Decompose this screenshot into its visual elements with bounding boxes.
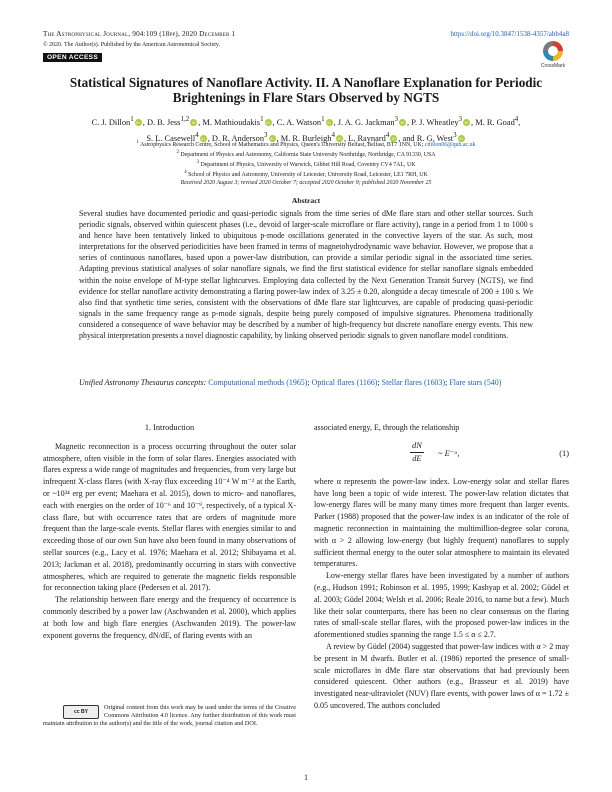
doi-link[interactable]: https://doi.org/10.3847/1538-4357/abb4a8 [450,30,569,38]
paragraph: The relationship between flare energy and the frequency of occurrence is commonly described by a power law (Aschwanden et al. 2000), which applies at both low and high flare energies (Aschwanden 2019). The power-law exponent governs the frequency, dN/dE, of flaring events with an [43,595,296,640]
section-heading: 1. Introduction [144,423,195,432]
abstract-heading: Abstract [291,196,321,205]
author: M. Mathioudakis [202,117,261,127]
author: P. J. Wheatley [411,117,459,127]
affiliation-2: $^2$ Department of Physics and Astronomy, California State University Northridge, Northridge, CA 91330, USA [176,149,436,158]
orcid-icon[interactable]: iD [459,136,463,142]
affiliation-1: $^1$ Astrophysics Research Centre, School of Mathematics and Physics, Queen's University Belfast, Belfast, BT7 1NN, UK; cdillon06@qub.ac.uk [136,140,476,148]
author-line-1: C. J. Dillon$^1$ iD , D. B. Jess$^{1,2}$ iD , M. Mathioudakis$^1$ iD , C. A. Watson$^1$ iD , J. A. G. Jackman$^3$ iD , P. J. Wheatley$^3$ iD , M. R. Goad$^4$, [91,115,521,127]
keyword-link[interactable]: Flare stars (540) [449,378,502,387]
affiliation-3: $^3$ Department of Physics, University of Warwick, Gibbet Hill Road, Coventry CV4 7AL, UK [196,159,416,168]
equation-fraction: $\frac{dN}{dE}$ [412,440,422,463]
open-access-badge: OPEN ACCESS [43,53,102,62]
right-column [314,422,569,712]
orcid-icon[interactable]: iD [400,120,405,126]
orcid-icon[interactable]: iD [266,120,270,126]
creative-commons-icon[interactable]: cc BY [63,705,99,719]
equation-rhs: ~ E⁻ᵅ, [438,448,460,458]
orcid-icon[interactable]: iD [270,136,274,142]
running-head [43,30,569,38]
publication-dates: Received 2020 August 3; revised 2020 October 7; accepted 2020 October 9; published 2020 November 25 [180,179,432,186]
paragraph: A review by Güdel (2004) suggested that power-law indices with α > 2 may be present in M dwarfs. Butler et al. (1986) reported the presence of small-scale microflares in dMe flare star observations that had previously been considered quiescent. Other authors (e.g., Brasseur et al. 2019) have investigated near-ultraviolet (NUV) flare events, with power laws of α = 1.72 ± 0.05 uncovered. The authors concluded [314,641,569,710]
author: L. Raynard [348,133,386,143]
crossmark-button[interactable] [537,41,569,69]
copyright-line: © 2020. The Author(s). Published by the American Astronomical Society. [43,42,221,48]
keyword-link[interactable]: Stellar flares (1603) [381,378,446,387]
email-link[interactable]: cdillon06@qub.ac.uk [424,141,476,148]
abstract-text: Several studies have documented periodic and quasi-periodic signals from the time series of dMe flare stars and other stellar sources. Such periodic signals, observed within quiescent phases (i.e., devoid of larger-scale microflare or flare activity), range in a period from 1 to 1000 s and hence have been tentatively linked to ubiquitous p-mode oscillations generated in the convective layers of the star. As such, most interpretations for the observed periodicities have been framed in terms of magnetohydrodynamic wave behavior. However, we propose that a series of continuous nanoflares, based upon a power-law distribution, can provide a similar periodic signal in the associated time series. Adapting previous statistical analyses of solar nanoflare signals, we find the first statistical evidence for stellar nanoflare signals embedded within the noise envelope of M-type stellar lightcurves. Employing data collected by the Next Generation Transit Survey (NGTS), we find evidence for stellar nanoflare activity demonstrating a flaring power-law index of 3.25 ± 0.20, alongside a decay timescale of 200 ± 100 s. We also find that synthetic time series, consistent with the observations of dMe flare star lightcurves, are capable of producing quasi-periodic signals in the same frequency range as p-mode signals, despite being purely composed of impulsive signatures. Phenomena traditionally considered a consequence of wave behavior may be described by a number of high-frequency but discrete nanoflare energy events. This new physical interpretation presents a novel diagnostic capability, by linking observed periodic signals to given nanoflare model conditions. [79,209,533,341]
author: and R. G. West [402,133,454,143]
author: M. R. Burleigh [280,133,332,143]
orcid-icon[interactable]: iD [464,120,469,126]
author: J. A. G. Jackman [337,117,395,127]
paragraph: Low-energy stellar flares have been investigated by a number of authors (e.g., Hudson 1991; Robinson et al. 1995, 1999; Kashyap et al. 2002; Güdel et al. 2003; Güdel 2004; Welsh et al. 2006; Reale 2016, to name but a few). Much like their solar counterparts, there has been no clear consensus on the flaring rates of small-scale stellar flares, with the proposed power-law indices in the aforementioned studies spanning the range 1.5 ≤ α ≤ 2.7. [314,571,569,640]
affiliation-4: $^4$ School of Physics and Astronomy, University of Leicester, University Road, Leicester, LE1 7RH, UK [184,169,428,178]
author: C. A. Watson [276,117,322,127]
equation-1 [314,438,569,472]
license-text: Original content from this work may be used under the terms of the Creative Commons Attribution 4.0 licence. Any further distribution of this work must maintain attribution to the author(s) and the title of the work, journal citation and DOI. [43,704,296,727]
keyword-link[interactable]: Computational methods (1965) [208,378,308,387]
keyword-link[interactable]: Optical flares (1166) [311,378,378,387]
author: D. R. Anderson [211,133,265,143]
author: D. B. Jess [146,117,181,127]
orcid-icon[interactable]: iD [337,136,342,142]
paragraph: Magnetic reconnection is a process occurring throughout the outer solar atmosphere, often visible in the form of solar flares. Energies associated with flares express a wide range of magnitudes and frequencies, from very large but infrequent X-class flares (with X-ray flux exceeding 10⁻⁴ W m⁻² at the Earth, or ~10³⁴ erg per event; Maehara et al. 2015), down to micro- and nanoflares, each with energies on the order of 10⁻⁶ and 10⁻⁹, respectively, of a typical X-class flare, but with occurrence rates that are orders of magnitude more frequent than the large-scale events. Stellar flares with energies similar to and exceeding those of our own Sun have also been found in many observations of stellar sources (e.g., Lacy et al. 1976; Maehara et al. 2012; Shibayama et al. 2013; Jackman et al. 2018), predominantly occurring in stars with convective atmospheres, which are required to generate the magnetic fields responsible for reconnection taking place (Pedersen et al. 2017). [43,441,296,593]
orcid-icon[interactable]: iD [191,120,196,126]
license-note [43,704,296,728]
crossmark-label: CrossMark [540,63,566,69]
paragraph: where α represents the power-law index. Low-energy solar and stellar flares have long been a topic of wide interest. The power-law relation dictates that low-energy flares will be many many times more frequent than larger events. Parker (1988) proposed that the power-law index is an indicator of the role of magnetic reconnection in maintaining the multimillion-degree solar corona, with α > 2 allowing low-energy (but highly frequent) nanoflares to supply sufficient thermal energy to the outer solar atmosphere to maintain its elevated temperatures. [314,476,569,569]
author: M. R. Goad [475,117,515,127]
crossmark-icon [543,41,563,61]
affiliations [52,139,560,187]
page-number: 1 [304,773,308,782]
orcid-icon[interactable]: iD [327,120,331,126]
journal-citation: The Astrophysical Journal, 904:109 (18pp), 2020 December 1 [43,30,236,38]
author: C. J. Dillon [91,117,131,127]
equation-number: (1) [559,448,569,458]
keywords: Unified Astronomy Thesaurus concepts: Computational methods (1965); Optical flares (1166); Stellar flares (1603); Flare stars (540) [79,378,502,387]
author-line-2: S. L. Casewell$^4$ iD , D. R. Anderson$^3$ iD , M. R. Burleigh$^4$ iD , L. Raynard$^4$ iD , and R. G. West$^3$ iD [146,130,463,143]
left-column [43,422,296,641]
orcid-icon[interactable]: iD [136,120,141,126]
keywords-label: Unified Astronomy Thesaurus concepts: [79,378,207,387]
paper-title: Statistical Signatures of Nanoflare Activity. II. A Nanoflare Explanation for Periodic Brightenings in Flare Stars Observed by NGTS [69,75,543,105]
orcid-icon[interactable]: iD [201,136,206,142]
paragraph-continued: associated energy, E, through the relationship [314,423,460,432]
orcid-icon[interactable]: iD [391,136,396,142]
author: S. L. Casewell [146,133,196,143]
